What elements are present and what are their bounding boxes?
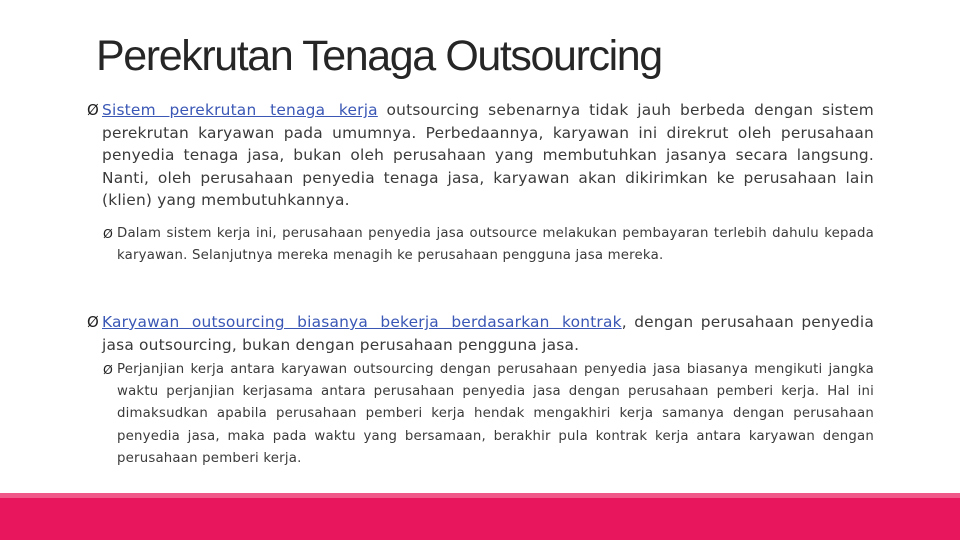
bullet-arrow-icon: Ø <box>87 101 100 119</box>
bullet-arrow-icon: Ø <box>103 362 114 377</box>
sistem-perekrutan-link[interactable]: Sistem perekrutan tenaga kerja <box>102 101 378 119</box>
karyawan-outsourcing-link[interactable]: Karyawan outsourcing biasanya bekerja berdasarkan kontrak <box>102 313 622 331</box>
sub-bullet-sistem-kerja <box>103 223 874 267</box>
bullet-text <box>102 311 874 356</box>
sub-bullet-text: Perjanjian kerja antara karyawan outsourcing dengan perusahaan penyedia jasa biasanya mengikuti jangka waktu perjanjian kerjasama antara perusahaan penyedia jasa dengan perusahaan pemberi kerja. Hal ini dimaksudkan apabila perusahaan pemberi kerja hendak mengakhiri kerja samanya dengan perusahaan penyedia jasa, maka pada waktu yang bersamaan, berakhir pula kontrak kerja antara karyawan dengan perusahaan pemberi kerja. <box>117 362 874 466</box>
sub-bullet-text: Dalam sistem kerja ini, perusahaan penyedia jasa outsource melakukan pembayaran terlebih dahulu kepada karyawan. Selanjutnya mereka menagih ke perusahaan pengguna jasa mereka. <box>117 226 874 264</box>
footer-accent-bar <box>0 498 960 540</box>
bullet-text-body: , dengan perusahaan penyedia jasa outsourcing, bukan dengan perusahaan pengguna jasa. <box>102 313 874 354</box>
bullet-arrow-icon: Ø <box>103 226 114 241</box>
sub-bullet-perjanjian-kerja <box>103 359 874 470</box>
bullet-karyawan-outsourcing <box>87 311 874 356</box>
slide-title: Perekrutan Tenaga Outsourcing <box>96 32 662 80</box>
bullet-text <box>102 99 874 212</box>
bullet-sistem-perekrutan <box>87 99 874 212</box>
bullet-arrow-icon: Ø <box>87 313 100 331</box>
bullet-text-body: outsourcing sebenarnya tidak jauh berbeda dengan sistem perekrutan karyawan pada umumnya. Perbedaannya, karyawan ini direkrut oleh perusahaan penyedia tenaga jasa, bukan oleh perusahaan yang membutuhkan jasanya secara langsung. Nanti, oleh perusahaan penyedia tenaga jasa, karyawan akan dikirimkan ke perusahaan lain (klien) yang membutuhkannya. <box>102 101 874 210</box>
